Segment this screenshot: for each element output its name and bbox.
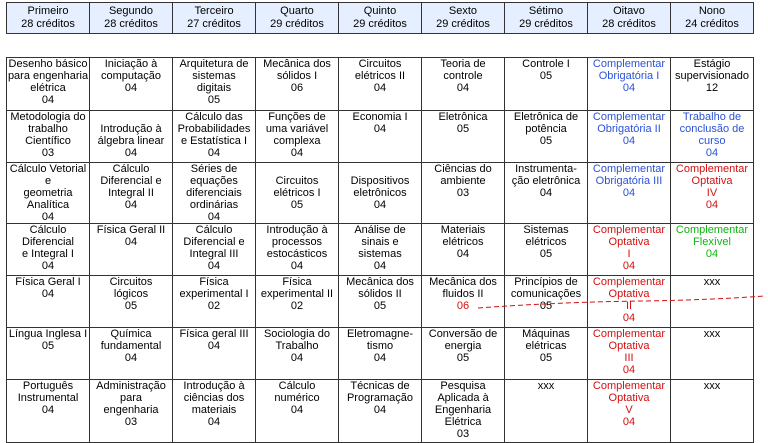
course-cell	[90, 328, 173, 380]
course-credits: 04	[622, 135, 636, 147]
course-cell	[588, 224, 671, 276]
course-cell	[339, 380, 422, 443]
course-credits: 04	[290, 352, 304, 364]
course-credits: 04	[41, 94, 55, 106]
course-name-line: elétrica	[30, 82, 66, 94]
course-credits: 05	[539, 352, 553, 364]
course-name-line: Economia I	[352, 111, 408, 123]
course-name-line: Cálculo	[195, 224, 233, 236]
course-name-line: comunicações	[510, 288, 582, 300]
course-name-line: Conversão de	[428, 328, 498, 340]
course-name-line: xxx	[537, 380, 555, 392]
course-name-line: engenharia	[103, 404, 159, 416]
course-cell	[7, 111, 90, 163]
course-name-line: ção eletrônica	[511, 175, 581, 187]
course-name-line: Controle I	[522, 58, 570, 70]
course-name-line: sistemas	[358, 248, 402, 260]
course-name-line: Cálculo	[278, 380, 316, 392]
course-name-line: e Integral I	[22, 248, 74, 260]
course-cell	[422, 58, 505, 111]
course-credits: 05	[539, 135, 553, 147]
semester-credits: 29 créditos	[436, 18, 490, 30]
course-name-line: diferenciais	[186, 187, 242, 199]
course-credits: 03	[124, 416, 138, 428]
course-name-line: xxx	[703, 328, 721, 340]
course-credits: 04	[622, 312, 636, 324]
course-name-line: Eletrônica de	[513, 111, 579, 123]
course-cell	[588, 163, 671, 224]
course-credits: 05	[456, 352, 470, 364]
course-cell	[173, 163, 256, 224]
course-credits: 04	[373, 82, 387, 94]
course-name-line: Eletrônica	[438, 111, 488, 123]
semester-credits: 24 créditos	[685, 18, 739, 30]
course-row	[7, 163, 754, 224]
course-credits: 04	[290, 147, 304, 159]
course-cell	[671, 58, 754, 111]
course-name-line: Introdução à	[100, 123, 162, 135]
course-name-line: tismo	[366, 340, 394, 352]
course-credits: 03	[456, 187, 470, 199]
course-cell	[173, 380, 256, 443]
course-cell	[339, 328, 422, 380]
course-name-line: Física Geral II	[96, 224, 166, 236]
course-credits: 04	[705, 199, 719, 211]
course-credits: 04	[705, 248, 719, 260]
course-name-line: Complementar	[592, 380, 666, 392]
course-name-line: III	[624, 352, 634, 364]
course-name-line: Optativa	[608, 236, 650, 248]
course-name-line: Introdução à	[266, 224, 328, 236]
course-name-line: Programação	[346, 392, 414, 404]
course-credits: 04	[124, 199, 138, 211]
course-name-line: Optativa	[608, 392, 650, 404]
course-credits: 04	[705, 147, 719, 159]
course-cell	[505, 276, 588, 328]
course-cell	[422, 276, 505, 328]
course-name-line: numérico	[274, 392, 320, 404]
course-name-line: álgebra linear	[97, 135, 165, 147]
course-name-line: materiais	[191, 404, 237, 416]
course-credits: 02	[207, 300, 221, 312]
course-name-line: potência	[525, 123, 567, 135]
course-credits: 03	[41, 147, 55, 159]
course-name-line: controle	[443, 70, 483, 82]
course-name-line: Metodologia do	[10, 111, 86, 123]
semester-name: Sexto	[448, 5, 478, 17]
course-name-line: sistemas	[192, 70, 236, 82]
course-name-line: Administração	[96, 380, 166, 392]
semester-name: Oitavo	[613, 5, 645, 17]
course-name-line: Eletromagne-	[346, 328, 414, 340]
course-cell	[90, 276, 173, 328]
course-cell	[422, 163, 505, 224]
course-name-line: Pesquisa	[440, 380, 486, 392]
course-name-line: ambiente	[440, 175, 486, 187]
course-cell	[173, 58, 256, 111]
semester-credits: 29 créditos	[519, 18, 573, 30]
course-name-line: Sociologia do	[263, 328, 331, 340]
course-cell	[7, 58, 90, 111]
course-cell	[671, 276, 754, 328]
course-name-line: estocásticos	[266, 248, 328, 260]
course-name-line: supervisionado	[675, 70, 749, 82]
course-row	[7, 224, 754, 276]
course-cell	[505, 224, 588, 276]
course-cell	[173, 276, 256, 328]
course-name-line: Complementar	[592, 163, 666, 175]
course-cell	[7, 328, 90, 380]
course-credits: 04	[456, 248, 470, 260]
semester-header-8	[588, 3, 671, 34]
semester-credits: 28 créditos	[21, 18, 75, 30]
course-name-line: Cálculo Vetorial e	[9, 163, 87, 187]
course-credits: 04	[41, 260, 55, 272]
course-row	[7, 276, 754, 328]
course-name-line: Séries de	[190, 163, 238, 175]
course-cell	[422, 380, 505, 443]
course-name-line: Desenho básico	[8, 58, 88, 70]
course-name-line: Cálculo Diferencial	[22, 224, 74, 248]
course-credits: 05	[539, 70, 553, 82]
course-name-line: Estágio	[693, 58, 731, 70]
course-credits: 03	[456, 428, 470, 440]
course-cell	[173, 111, 256, 163]
course-cell	[256, 380, 339, 443]
course-credits: 05	[456, 123, 470, 135]
semester-header-1	[7, 3, 90, 34]
course-name-line: sólidos I	[276, 70, 318, 82]
course-name-line: elétricos I	[273, 187, 321, 199]
course-name-line: Diferencial e	[183, 236, 245, 248]
course-name-line: lógicos	[113, 288, 149, 300]
course-name-line: Teoria de	[440, 58, 486, 70]
semester-header-2	[90, 3, 173, 34]
course-name-line: Engenharia	[434, 404, 492, 416]
course-name-line: Complementar	[675, 224, 749, 236]
course-credits: 05	[539, 248, 553, 260]
semester-credits: 28 créditos	[104, 18, 158, 30]
course-name-line: Sistemas	[523, 224, 569, 236]
course-cell	[422, 328, 505, 380]
course-credits: 04	[373, 123, 387, 135]
course-cell	[671, 163, 754, 224]
semester-header-table	[6, 2, 754, 34]
course-cell	[256, 276, 339, 328]
course-credits: 04	[622, 82, 636, 94]
course-cell	[173, 328, 256, 380]
course-name-line: Integral III	[189, 248, 239, 260]
course-name-line: Materiais	[440, 224, 486, 236]
course-name-line: Física	[282, 276, 312, 288]
course-name-line: Complementar	[675, 163, 749, 175]
course-name-line: Elétrica	[444, 416, 482, 428]
semester-name: Quinto	[363, 5, 397, 17]
course-name-line: equações	[190, 175, 238, 187]
semester-credits: 29 créditos	[270, 18, 324, 30]
course-cell	[671, 111, 754, 163]
course-name-line: Física	[199, 276, 229, 288]
course-cell	[90, 163, 173, 224]
course-name-line: Obrigatória III	[595, 175, 663, 187]
course-cell	[256, 111, 339, 163]
course-name-line: Probabilidades	[177, 123, 251, 135]
course-row	[7, 380, 754, 443]
semester-name: Nono	[698, 5, 726, 17]
course-credits: 04	[41, 211, 55, 223]
course-name-line: Dispositivos	[350, 175, 410, 187]
course-name-line: Optativa	[691, 175, 733, 187]
course-cell	[256, 58, 339, 111]
course-credits: 05	[539, 300, 553, 312]
course-credits: 04	[207, 416, 221, 428]
course-name-line: uma variável	[265, 123, 329, 135]
course-name-line: conclusão de	[679, 123, 745, 135]
course-name-line: Integral II	[108, 187, 154, 199]
course-name-line: Optativa	[608, 340, 650, 352]
course-credits: 04	[373, 260, 387, 272]
course-name-line: IV	[706, 187, 718, 199]
course-cell	[256, 328, 339, 380]
course-name-line: Optativa	[608, 288, 650, 300]
course-cell	[505, 380, 588, 443]
course-name-line: Cálculo	[112, 163, 150, 175]
course-credits: 05	[373, 300, 387, 312]
course-name-line: Complementar	[592, 224, 666, 236]
course-name-line: Instrumenta-	[515, 163, 577, 175]
course-name-line: geometria Analítica	[23, 187, 73, 211]
course-row	[7, 58, 754, 111]
course-credits: 04	[124, 147, 138, 159]
course-cell	[505, 58, 588, 111]
course-name-line: Iniciação à	[104, 58, 158, 70]
course-credits: 04	[124, 236, 138, 248]
course-credits: 04	[207, 211, 221, 223]
course-name-line: Arquitetura de	[179, 58, 249, 70]
course-credits: 04	[41, 404, 55, 416]
course-cell	[505, 111, 588, 163]
course-grid-body	[7, 58, 754, 443]
course-name-line: Obrigatória II	[597, 123, 661, 135]
course-grid-table	[6, 57, 754, 443]
course-name-line: processos	[271, 236, 323, 248]
course-name-line: Máquinas	[522, 328, 570, 340]
course-name-line: fundamental	[100, 340, 162, 352]
course-credits: 04	[373, 199, 387, 211]
course-credits: 04	[124, 82, 138, 94]
course-name-line: Complementar	[592, 111, 666, 123]
course-cell	[339, 111, 422, 163]
course-credits: 04	[373, 404, 387, 416]
semester-credits: 27 créditos	[187, 18, 241, 30]
semester-name: Quarto	[280, 5, 314, 17]
semester-name: Sétimo	[528, 5, 564, 17]
course-name-line: trabalho Científico	[25, 123, 71, 147]
course-cell	[588, 276, 671, 328]
course-name-line	[339, 163, 421, 175]
course-cell	[588, 328, 671, 380]
course-credits: 04	[622, 364, 636, 376]
course-cell	[671, 380, 754, 443]
semester-name: Segundo	[108, 5, 154, 17]
course-name-line	[256, 163, 338, 175]
course-cell	[256, 163, 339, 224]
course-credits: 05	[207, 94, 221, 106]
semester-credits: 29 créditos	[353, 18, 407, 30]
course-name-line: Mecânica dos	[429, 276, 497, 288]
course-cell	[256, 224, 339, 276]
semester-header-5	[339, 3, 422, 34]
course-name-line: Física geral III	[179, 328, 249, 340]
course-name-line: Complementar	[592, 58, 666, 70]
course-name-line: experimental I	[179, 288, 249, 300]
course-name-line: Física Geral I	[15, 276, 81, 288]
course-name-line: Mecânica dos	[346, 276, 414, 288]
course-name-line: sinais e	[361, 236, 399, 248]
course-cell	[422, 224, 505, 276]
course-name-line: Química	[110, 328, 152, 340]
course-credits: 04	[207, 147, 221, 159]
course-name-line: elétricas	[525, 340, 567, 352]
course-name-line: Português	[22, 380, 74, 392]
course-name-line: ciências dos	[183, 392, 245, 404]
semester-header-7	[505, 3, 588, 34]
course-credits: 04	[622, 416, 636, 428]
course-name-line: xxx	[703, 276, 721, 288]
course-name-line: V	[625, 404, 633, 416]
course-name-line: Análise de	[354, 224, 406, 236]
course-credits: 12	[705, 82, 719, 94]
course-name-line: para engenharia	[7, 70, 89, 82]
course-credits: 06	[290, 82, 304, 94]
course-cell	[671, 328, 754, 380]
course-name-line: Mecânica dos	[263, 58, 331, 70]
course-cell	[90, 380, 173, 443]
course-name-line: energia	[444, 340, 482, 352]
course-cell	[90, 58, 173, 111]
course-cell	[7, 380, 90, 443]
course-cell	[339, 163, 422, 224]
course-credits: 04	[373, 352, 387, 364]
course-cell	[173, 224, 256, 276]
course-name-line: sólidos II	[358, 288, 402, 300]
course-credits: 04	[622, 260, 636, 272]
course-name-line: II	[625, 300, 633, 312]
course-cell	[7, 276, 90, 328]
course-credits: 05	[41, 340, 55, 352]
course-name-line: Ciências do	[434, 163, 492, 175]
course-name-line: xxx	[703, 380, 721, 392]
course-cell	[339, 58, 422, 111]
course-cell	[422, 111, 505, 163]
course-name-line: digitais	[196, 82, 232, 94]
course-cell	[671, 224, 754, 276]
course-credits: 05	[124, 300, 138, 312]
course-cell	[339, 224, 422, 276]
course-name-line: eletrônicos	[353, 187, 407, 199]
semester-header-4	[256, 3, 339, 34]
course-name-line	[90, 111, 172, 123]
course-name-line: elétricos II	[354, 70, 406, 82]
course-credits: 04	[622, 187, 636, 199]
course-name-line: Trabalho de	[682, 111, 742, 123]
course-credits: 04	[207, 340, 221, 352]
course-credits: 06	[456, 300, 470, 312]
course-credits: 05	[290, 199, 304, 211]
course-cell	[588, 111, 671, 163]
semester-header-3	[173, 3, 256, 34]
course-cell	[90, 111, 173, 163]
course-cell	[588, 380, 671, 443]
course-credits: 04	[290, 404, 304, 416]
course-cell	[7, 224, 90, 276]
course-cell	[90, 224, 173, 276]
course-name-line: Obrigatória I	[598, 70, 660, 82]
course-credits: 02	[290, 300, 304, 312]
course-row	[7, 111, 754, 163]
course-cell	[339, 276, 422, 328]
course-cell	[505, 163, 588, 224]
course-name-line: experimental II	[260, 288, 334, 300]
course-name-line: Circuitos	[358, 58, 402, 70]
course-name-line: fluidos II	[442, 288, 484, 300]
course-name-line: para	[119, 392, 143, 404]
course-name-line: ordinárias	[189, 199, 239, 211]
course-name-line: Trabalho	[275, 340, 319, 352]
course-name-line: Princípios de	[514, 276, 578, 288]
course-name-line: Diferencial e	[100, 175, 162, 187]
semester-name: Primeiro	[27, 5, 69, 17]
course-name-line: Instrumental	[17, 392, 79, 404]
course-name-line: Cálculo das	[185, 111, 243, 123]
course-name-line: curso	[698, 135, 726, 147]
course-name-line: Funções de	[268, 111, 326, 123]
semester-header-9	[671, 3, 754, 34]
course-cell	[505, 328, 588, 380]
course-name-line: computação	[101, 70, 161, 82]
semester-header-6	[422, 3, 505, 34]
course-name-line: Aplicada à	[437, 392, 489, 404]
course-credits: 04	[124, 352, 138, 364]
course-row	[7, 328, 754, 380]
course-name-line: Introdução à	[183, 380, 245, 392]
course-name-line: Complementar	[592, 328, 666, 340]
course-credits: 04	[290, 260, 304, 272]
course-credits: 04	[207, 260, 221, 272]
course-name-line: I	[627, 248, 631, 260]
course-name-line: Complementar	[592, 276, 666, 288]
course-name-line: Técnicas de	[350, 380, 410, 392]
course-cell	[7, 163, 90, 224]
course-credits: 04	[41, 288, 55, 300]
course-name-line: Língua Inglesa I	[8, 328, 88, 340]
course-credits: 04	[539, 187, 553, 199]
course-name-line: complexa	[273, 135, 321, 147]
course-name-line: Circuitos	[275, 175, 319, 187]
course-name-line: e Estatística I	[180, 135, 248, 147]
course-cell	[588, 58, 671, 111]
course-name-line: Flexível	[693, 236, 731, 248]
course-credits: 04	[456, 82, 470, 94]
semester-credits: 28 créditos	[602, 18, 656, 30]
course-name-line: elétricos	[525, 236, 567, 248]
semester-header-row	[7, 3, 754, 34]
course-name-line: elétricos	[442, 236, 484, 248]
semester-name: Terceiro	[194, 5, 234, 17]
course-name-line: Circuitos	[109, 276, 153, 288]
